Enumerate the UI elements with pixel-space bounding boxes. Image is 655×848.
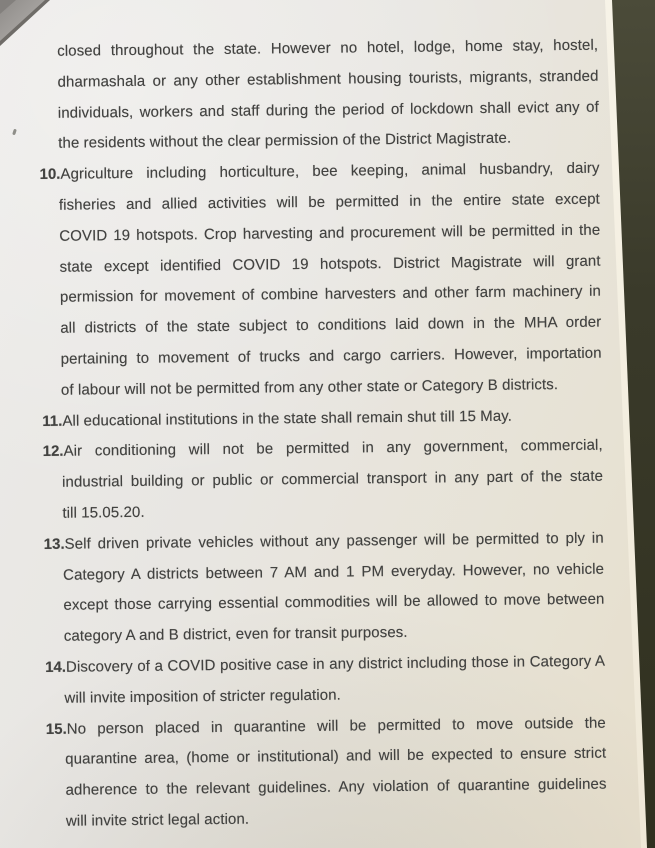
text-line: dharmashala or any other establishment housing tourists, migrants, stranded: [57, 67, 599, 91]
text-line: industrial building or public or commercial transport in any part of the state: [61, 467, 604, 491]
text-line: pertaining to movement of trucks and cargo carriers. However, importation: [60, 344, 602, 368]
text-line: except those carrying essential commodities will be allowed to move between: [63, 590, 605, 615]
text-line: closed throughout the state. However no hotel, lodge, home stay, hostel,: [57, 36, 599, 60]
text-line: 13.Self driven private vehicles without any passenger will be permitted to ply in: [43, 529, 604, 553]
text-line: fisheries and allied activities will be permitted in the entire state except: [58, 190, 600, 214]
text-line: will invite strict legal action.: [65, 810, 250, 830]
text-line: 12.Air conditioning will not be permitted in any government, commercial,: [42, 436, 603, 461]
text-line: COVID 19 hotspots. Crop harvesting and procurement will be permitted in the: [59, 221, 601, 245]
list-number: 11.: [42, 412, 63, 430]
text-line: the residents without the clear permission of the District Magistrate.: [58, 130, 512, 153]
text-line: adherence to the relevant guidelines. Any violation of quarantine guidelines: [65, 775, 607, 799]
list-item-15: [46, 708, 607, 838]
text-line: 10.Agriculture including horticulture, bee keeping, animal husbandry, dairy: [39, 159, 600, 184]
list-number: 15.: [45, 720, 67, 738]
text-line: will invite imposition of stricter regulation.: [64, 686, 341, 707]
document-text: [38, 31, 607, 838]
text-line: 15.No person placed in quarantine will be permitted to move outside the: [45, 714, 606, 738]
list-item-13: [44, 523, 605, 653]
text-line: of labour will not be permitted from any other state or Category B districts.: [60, 375, 559, 399]
text-line: quarantine area, (home or institutional) and will be expected to ensure strict: [65, 744, 607, 769]
list-item-12: [43, 431, 604, 530]
list-number: 12.: [42, 443, 64, 461]
list-item-10: [39, 154, 602, 407]
text-line: Category A districts between 7 AM and 1 PM everyday. However, no vehicle: [63, 560, 605, 584]
list-number: 10.: [39, 165, 61, 184]
text-line: permission for movement of combine harvesters and other farm machinery in: [59, 283, 602, 307]
text-line: individuals, workers and staff during the period of lockdown shall evict any of: [57, 98, 599, 122]
paragraph-continuation: [38, 31, 599, 161]
text-line: 14.Discovery of a COVID positive case in any district including those in Category A: [45, 652, 606, 676]
text-line: till 15.05.20.: [62, 503, 145, 522]
list-item-14: [45, 647, 606, 715]
text-line: 11.All educational institutions in the state shall remain shut till 15 May.: [42, 407, 513, 430]
list-number: 14.: [45, 658, 67, 676]
text-line: all districts of the state subject to conditions laid down in the MHA order: [60, 313, 602, 337]
list-number: 13.: [43, 535, 65, 553]
text-line: category A and B district, even for transit purposes.: [63, 623, 408, 645]
text-line: state except identified COVID 19 hotspots. District Magistrate will grant: [59, 252, 601, 276]
ink-speck: [12, 129, 17, 136]
